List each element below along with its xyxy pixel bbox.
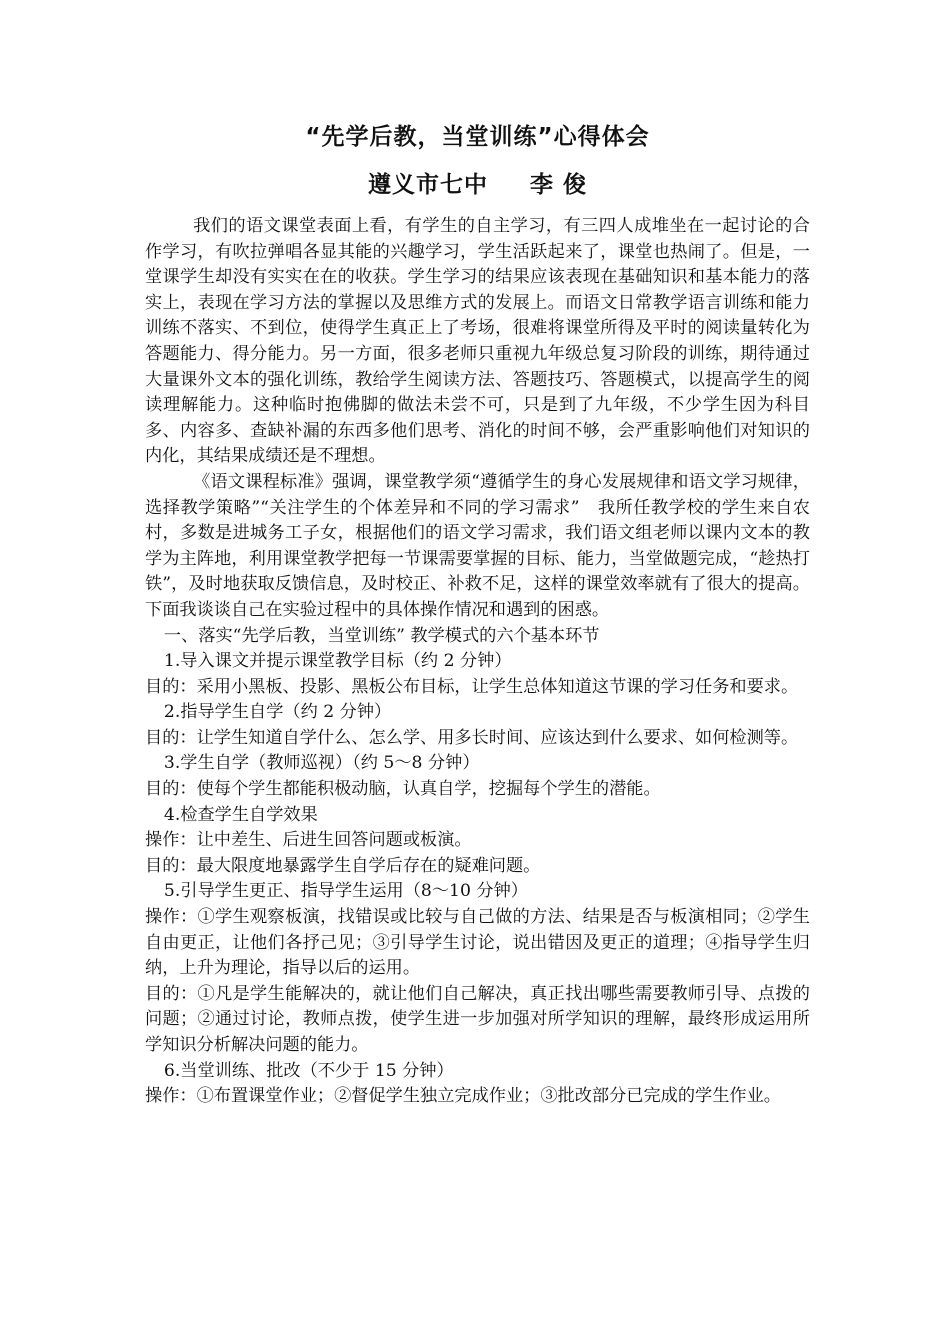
step-heading-5: 5.引导学生更正、指导学生运用（8～10 分钟） <box>163 881 528 902</box>
body-paragraph-1: 我们的语文课堂表面上看，有学生的自主学习，有三四人成堆坐在一起讨论的合作学习，有吹拉弹唱各显其能的兴趣学习，学生活跃起来了，课堂也热闹了。但是，一堂课学生却没有实实在在的收获。学生学习的结果应该表现在基础知识和基本能力的落实上，表现在学习方法的掌握以及思维方式的发展上。而语文日常教学语言训练和能力训练不落实、不到位，使得学生真正上了考场，很难将课堂所得及平时的阅读量转化为答题能力、得分能力。另一方面，很多老师只重视九年级总复习阶段的训练，期待通过大量课外文本的强化训练，教给学生阅读方法、答题技巧、答题模式，以提高学生的阅读理解能力。这种临时抱佛脚的做法未尝不可，只是到了九年级，不少学生因为科目多、内容多、查缺补漏的东西多他们思考、消化的时间不够，会严重影响他们对知识的内化，其结果成绩还是不理想。 <box>145 216 810 467</box>
step-3-purpose: 目的：使每个学生都能积极动脑，认真自学，挖掘每个学生的潜能。 <box>145 779 661 800</box>
step-5-purpose: 目的：①凡是学生能解决的，就让他们自己解决，真正找出哪些需要教师引导、点拨的问题；②通过讨论，教师点拨，使学生进一步加强对所学知识的理解，最终形成运用所学知识分析解决问题的能力。 <box>145 983 810 1055</box>
step-2-purpose: 目的：让学生知道自学什么、怎么学、用多长时间、应该达到什么要求、如何检测等。 <box>145 727 799 748</box>
step-4-purpose: 目的：最大限度地暴露学生自学后存在的疑难问题。 <box>145 855 541 876</box>
step-heading-6: 6.当堂训练、批改（不少于 15 分钟） <box>163 1060 454 1081</box>
author-name: 李 俊 <box>529 172 587 198</box>
step-heading-3: 3.学生自学（教师巡视）（约 5～8 分钟） <box>163 753 480 774</box>
document-page <box>145 118 810 1110</box>
step-heading-4: 4.检查学生自学效果 <box>163 804 318 825</box>
step-6-operation: 操作：①布置课堂作业；②督促学生独立完成作业；③批改部分已完成的学生作业。 <box>145 1086 781 1107</box>
document-title: “先学后教，当堂训练”心得体会 <box>305 124 650 150</box>
section-heading: 一、落实“先学后教，当堂训练” 教学模式的六个基本环节 <box>163 625 600 646</box>
step-1-purpose: 目的：采用小黑板、投影、黑板公布目标，让学生总体知道这节课的学习任务和要求。 <box>145 676 799 697</box>
author-school: 遵义市七中 <box>367 172 488 198</box>
step-heading-1: 1.导入课文并提示课堂教学目标（约 2 分钟） <box>163 651 512 672</box>
body-paragraph-2: 《语文课程标准》强调，课堂教学须“遵循学生的身心发展规律和语文学习规律，选择教学策略”“关注学生的个体差异和不同的学习需求” 我所任教学校的学生来自农村，多数是进城务工子女，根据他们的语文学习需求，我们语文组老师以课内文本的教学为主阵地，利用课堂教学把每一节课需要掌握的目标、能力，当堂做题完成，“趁热打铁”，及时地获取反馈信息，及时校正、补救不足，这样的课堂效率就有了很大的提高。下面我谈谈自己在实验过程中的具体操作情况和遇到的困惑。 <box>145 471 810 620</box>
step-4-operation: 操作：让中差生、后进生回答问题或板演。 <box>145 830 472 851</box>
step-heading-2: 2.指导学生自学（约 2 分钟） <box>163 702 392 723</box>
step-5-operation: 操作：①学生观察板演，找错误或比较与自己做的方法、结果是否与板演相同；②学生自由更正，让他们各抒己见；③引导学生讨论，说出错因及更正的道理；④指导学生归纳，上升为理论，指导以后的运用。 <box>145 907 810 979</box>
author-line <box>145 166 810 204</box>
